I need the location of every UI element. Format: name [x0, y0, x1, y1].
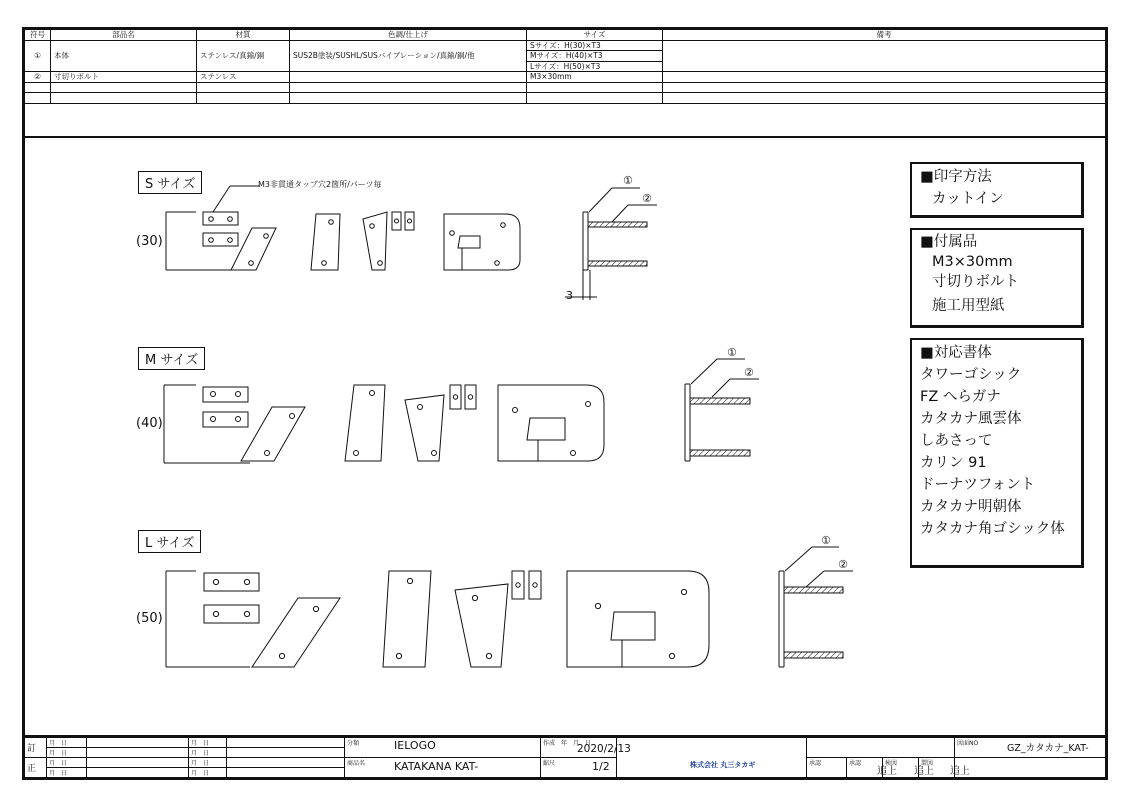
callout-1: ①: [623, 174, 633, 187]
revision-label: 正: [25, 758, 47, 778]
category-cell: [345, 738, 541, 758]
check-stamp: 追上: [914, 766, 934, 777]
rev-date: 月 日: [189, 748, 227, 758]
header-cell: 色調/仕上げ: [290, 30, 527, 41]
rev-date: 月 日: [47, 748, 87, 758]
check-stamp: 追上: [877, 766, 897, 777]
rev-date: 月 日: [47, 768, 87, 778]
s-size-drawing: [166, 186, 657, 300]
font-item: カタカナ明朝体: [920, 499, 1022, 515]
callout-2: ②: [642, 192, 652, 205]
font-item: カタカナ風雲体: [920, 411, 1022, 427]
header-cell: 部品名: [51, 30, 197, 41]
scale-value: 1/2: [592, 760, 610, 773]
rev-date: 月 日: [189, 758, 227, 768]
font-box: [910, 338, 1084, 568]
row-size: Mサイズ：H(40)×T3: [527, 51, 663, 62]
font-item: しあさって: [920, 433, 993, 449]
check-label: 検図: [885, 760, 898, 767]
row-name: 寸切りボルト: [51, 72, 197, 83]
print-method-box: [910, 162, 1084, 218]
approval-label: 承認: [809, 760, 822, 767]
company-cell: [617, 738, 807, 778]
m-height-dim: (40): [136, 416, 163, 431]
l-size-drawing: [166, 547, 853, 667]
empty-cell: [955, 758, 1106, 778]
callout-1: ①: [727, 346, 737, 359]
company-name: 株式会社 丸三タカギ: [690, 761, 756, 769]
font-item: タワーゴシック: [920, 367, 1022, 383]
accessory-item: 寸切りボルト: [932, 274, 1019, 290]
date-value: 2020/2/13: [577, 743, 631, 755]
title-block: [24, 737, 1106, 778]
font-title: ■対応書体: [920, 345, 992, 361]
row-material: ステンレス/真鍮/銅: [197, 40, 290, 72]
scale-label: 縮尺: [543, 760, 556, 767]
font-item: ドーナツフォント: [920, 477, 1036, 493]
print-method-title: ■印字方法: [920, 169, 992, 185]
check-stamp: 追上: [950, 766, 970, 777]
check-label: 承認: [849, 760, 862, 767]
callout-2: ②: [744, 366, 754, 379]
rev-date: 月 日: [189, 738, 227, 748]
row-finish: SUS2B塗装/SUSHL/SUSバイブレーション/真鍮/銅/他: [290, 40, 527, 72]
font-item: カリン 91: [920, 455, 987, 471]
accessory-item: M3×30mm: [932, 254, 1013, 270]
accessory-item: 施工用型紙: [932, 298, 1005, 314]
product-value: KATAKANA KAT-: [394, 760, 479, 773]
font-item: カタカナ角ゴシック体: [920, 521, 1065, 537]
callout-1: ①: [821, 534, 831, 547]
rev-date: 月 日: [47, 738, 87, 748]
accessory-box: [910, 228, 1084, 328]
l-height-dim: (50): [136, 611, 163, 626]
row-no: ②: [25, 72, 51, 83]
tap-hole-note: M3非貫通タップ穴2箇所/パーツ毎: [258, 180, 382, 189]
s-height-dim: (30): [136, 234, 163, 249]
callout-2: ②: [838, 558, 848, 571]
approval-cell: [807, 758, 847, 778]
accessory-title: ■付属品: [920, 234, 978, 250]
drawing-no-value: GZ_カタカナ_KAT-: [1007, 743, 1089, 754]
header-cell: 備考: [663, 30, 1106, 41]
row-size: M3×30mm: [527, 72, 663, 83]
header-cell: 材質: [197, 30, 290, 41]
header-cell: 符号: [25, 30, 51, 41]
check-label: 製図: [921, 760, 934, 767]
m-size-drawing: [164, 359, 759, 463]
category-label: 分類: [347, 740, 360, 747]
drawing-no-label: 図面NO: [957, 740, 979, 747]
rev-date: 月 日: [47, 758, 87, 768]
print-method-item: カットイン: [932, 191, 1004, 207]
row-size: Lサイズ：H(50)×T3: [527, 61, 663, 72]
header-cell: サイズ: [527, 30, 663, 41]
check-cell: [807, 738, 955, 758]
row-material: ステンレス: [197, 72, 290, 83]
date-label: 作成 年 月 日: [543, 740, 592, 747]
s-size-label: S サイズ: [138, 171, 202, 194]
row-name: 本体: [51, 40, 197, 72]
product-label: 商品名: [347, 760, 366, 767]
row-size: Sサイズ：H(30)×T3: [527, 40, 663, 51]
revision-label: 訂: [25, 738, 47, 758]
m-size-label: M サイズ: [138, 347, 205, 370]
l-size-label: L サイズ: [138, 530, 201, 553]
thickness-dim: 3: [566, 289, 573, 302]
category-value: IELOGO: [394, 739, 436, 752]
rev-date: 月 日: [189, 768, 227, 778]
row-no: ①: [25, 40, 51, 72]
company-logo: [690, 760, 755, 770]
font-item: FZ へらガナ: [920, 389, 1001, 405]
